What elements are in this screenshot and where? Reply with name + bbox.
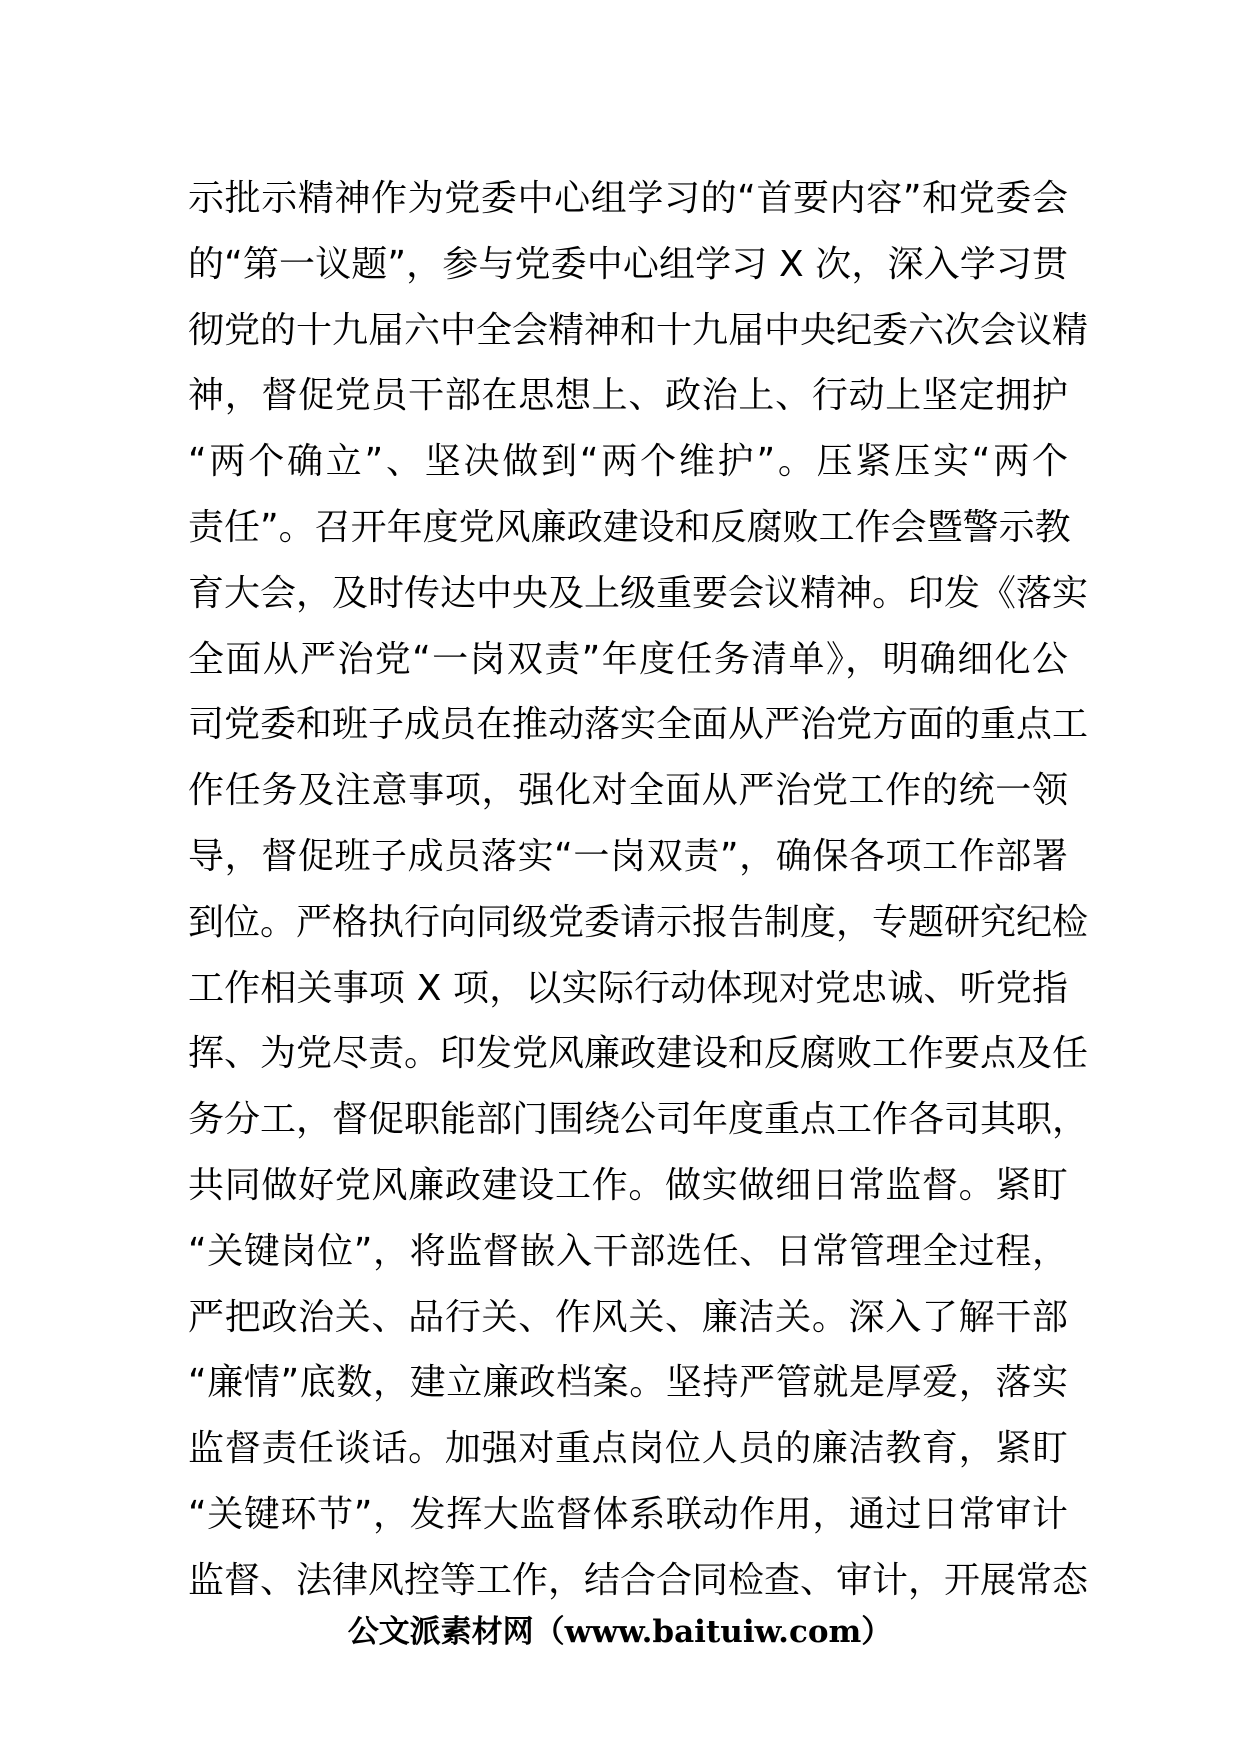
text-line: 彻党的十九届六中全会精神和十九届中央纪委六次会议精 bbox=[188, 309, 1089, 351]
footer-watermark-text: 公文派素材网（www.baituiw.com） bbox=[347, 1614, 893, 1650]
text-line: 导，督促班子成员落实“一岗双责”，确保各项工作部署 bbox=[188, 835, 1068, 877]
body-paragraph bbox=[188, 166, 1089, 1614]
text-line: “关键岗位”，将监督嵌入干部选任、日常管理全过程， bbox=[188, 1230, 1068, 1272]
text-line: 监督、法律风控等工作，结合合同检查、审计，开展常态 bbox=[188, 1559, 1089, 1601]
text-line: 司党委和班子成员在推动落实全面从严治党方面的重点工 bbox=[188, 704, 1089, 746]
text-line: 监督责任谈话。加强对重点岗位人员的廉洁教育，紧盯 bbox=[188, 1428, 1068, 1470]
text-line: 务分工，督促职能部门围绕公司年度重点工作各司其职， bbox=[188, 1099, 1089, 1141]
text-line: 示批示精神作为党委中心组学习的“首要内容”和党委会 bbox=[188, 178, 1068, 219]
text-line: 挥、为党尽责。印发党风廉政建设和反腐败工作要点及任 bbox=[188, 1033, 1089, 1075]
text-line: 工作相关事项 X 项，以实际行动体现对党忠诚、听党指 bbox=[188, 967, 1068, 1009]
text-line: “廉情”底数，建立廉政档案。坚持严管就是厚爱，落实 bbox=[188, 1362, 1068, 1404]
text-line: 全面从严治党“一岗双责”年度任务清单》，明确细化公 bbox=[188, 638, 1068, 680]
text-line: 育大会，及时传达中央及上级重要会议精神。印发《落实 bbox=[188, 572, 1089, 614]
text-line: 到位。严格执行向同级党委请示报告制度，专题研究纪检 bbox=[188, 901, 1089, 943]
text-line: “关键环节”，发挥大监督体系联动作用，通过日常审计 bbox=[188, 1493, 1068, 1535]
text-line: 神，督促党员干部在思想上、政治上、行动上坚定拥护 bbox=[188, 375, 1068, 417]
text-line: 共同做好党风廉政建设工作。做实做细日常监督。紧盯 bbox=[188, 1164, 1068, 1206]
text-line: 的“第一议题”，参与党委中心组学习 X 次，深入学习贯 bbox=[188, 243, 1068, 285]
text-line: 严把政治关、品行关、作风关、廉洁关。深入了解干部 bbox=[188, 1296, 1068, 1338]
text-line: 责任”。召开年度党风廉政建设和反腐败工作会暨警示教 bbox=[188, 506, 1071, 548]
text-line: 作任务及注意事项，强化对全面从严治党工作的统一领 bbox=[188, 770, 1068, 812]
text-line: “两个确立”、坚决做到“两个维护”。压紧压实“两个 bbox=[188, 441, 1068, 483]
